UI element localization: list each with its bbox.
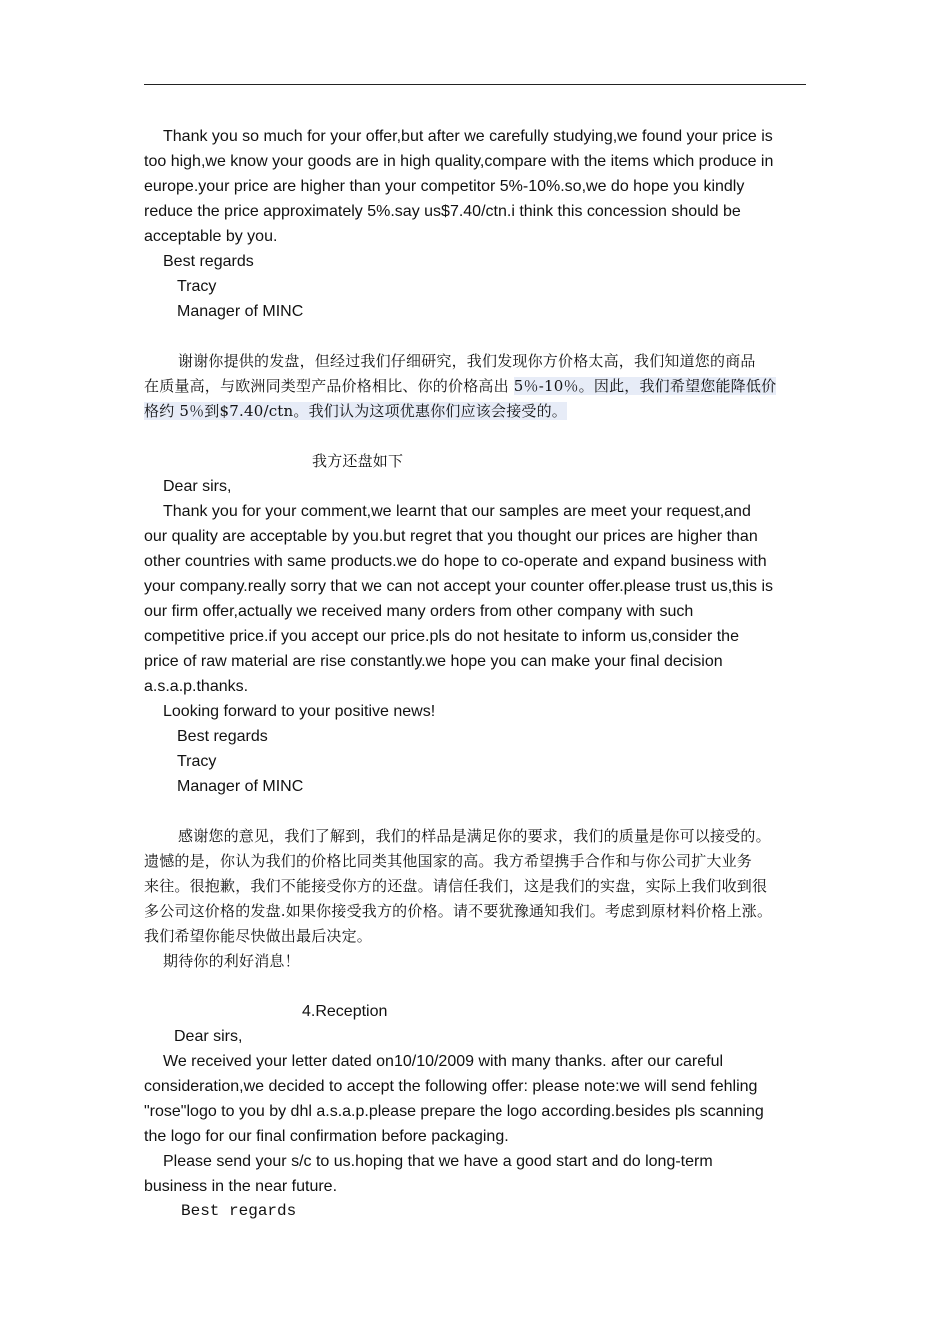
spacer [144, 424, 808, 449]
letter2-line-8: a.s.a.p.thanks. [144, 678, 249, 695]
document-body [144, 124, 808, 1224]
cn2-line-5: 我们希望你能尽快做出最后决定。 [144, 927, 373, 945]
letter2-signature-title: Manager of MINC [177, 778, 304, 795]
letter2-line-7: price of raw material are rise constantly.we hope you can make your final decision [144, 653, 723, 670]
section4-line-4: the logo for our final confirmation before packaging. [144, 1128, 509, 1145]
spacer [144, 799, 808, 824]
section4-line-2: consideration,we decided to accept the following offer: please note:we will send fehling [144, 1078, 758, 1095]
section4-line-1: We received your letter dated on10/10/2009 with many thanks. after our careful [163, 1053, 724, 1070]
section4-line-5: Please send your s/c to us.hoping that we have a good start and do long-term [163, 1153, 713, 1170]
section4-greeting: Dear sirs, [174, 1028, 243, 1045]
cn2-line-1: 感谢您的意见，我们了解到，我们的样品是满足你的要求，我们的质量是你可以接受的。 [178, 827, 771, 845]
section4-heading: 4.Reception [302, 1003, 388, 1020]
letter1-signature-title: Manager of MINC [177, 303, 304, 320]
section4-line-6: business in the near future. [144, 1178, 338, 1195]
cn1-line-3-highlight: 格约 5％到$7.40/ctn。我们认为这项优惠你们应该会接受的。 [144, 402, 567, 420]
cn1-line-1: 谢谢你提供的发盘，但经过我们仔细研究，我们发现你方价格太高，我们知道您的商品 [178, 352, 756, 370]
letter2-looking-forward: Looking forward to your positive news! [163, 703, 436, 720]
spacer [144, 974, 808, 999]
spacer [144, 324, 808, 349]
letter2-closing: Best regards [177, 728, 268, 745]
letter1-line-3: europe.your price are higher than your competitor 5%-10%.so,we do hope you kindly [144, 178, 745, 195]
cn2-line-4: 多公司这价格的发盘.如果你接受我方的价格。请不要犹豫通知我们。考虑到原材料价格上涨。 [144, 902, 773, 920]
letter2-line-6: competitive price.if you accept our price.pls do not hesitate to inform us,consider the [144, 628, 739, 645]
letter2-line-4: your company.really sorry that we can not accept your counter offer.please trust us,this is [144, 578, 774, 595]
cn1-line-2-highlight: 5％-10％。因此，我们希望您能降低价 [513, 377, 777, 395]
letter1-signature-name: Tracy [177, 278, 217, 295]
letter2-line-1: Thank you for your comment,we learnt that our samples are meet your request,and [163, 503, 751, 520]
letter2-line-3: other countries with same products.we do hope to co-operate and expand business with [144, 553, 767, 570]
letter1-line-5: acceptable by you. [144, 228, 278, 245]
letter1-line-1: Thank you so much for your offer,but after we carefully studying,we found your price is [163, 128, 773, 145]
cn2-line-3: 来往。很抱歉，我们不能接受你方的还盘。请信任我们，这是我们的实盘，实际上我们收到很 [144, 877, 768, 895]
header-rule [144, 84, 806, 85]
letter2-signature-name: Tracy [177, 753, 217, 770]
cn1-line-3 [144, 399, 808, 424]
section4-line-3: "rose"logo to you by dhl a.s.a.p.please prepare the logo according.besides pls scanning [144, 1103, 764, 1120]
letter1-line-4: reduce the price approximately 5%.say us$7.40/ctn.i think this concession should be [144, 203, 741, 220]
counter-offer-heading: 我方还盘如下 [312, 452, 404, 470]
letter2-line-2: our quality are acceptable by you.but regret that you thought our prices are higher than [144, 528, 758, 545]
letter1-closing: Best regards [163, 253, 254, 270]
cn1-line-2-plain: 在质量高，与欧洲同类型产品价格相比、你的价格高出 [144, 377, 514, 395]
cn2-looking-forward: 期待你的利好消息！ [163, 952, 300, 970]
letter2-line-5: our firm offer,actually we received many orders from other company with such [144, 603, 694, 620]
cn1-line-2 [144, 374, 808, 399]
cn2-line-2: 遗憾的是，你认为我们的价格比同类其他国家的高。我方希望携手合作和与你公司扩大业务 [144, 852, 753, 870]
letter2-greeting: Dear sirs, [163, 478, 232, 495]
section4-closing: Best regards [181, 1202, 297, 1220]
letter1-line-2: too high,we know your goods are in high quality,compare with the items which produce in [144, 153, 774, 170]
